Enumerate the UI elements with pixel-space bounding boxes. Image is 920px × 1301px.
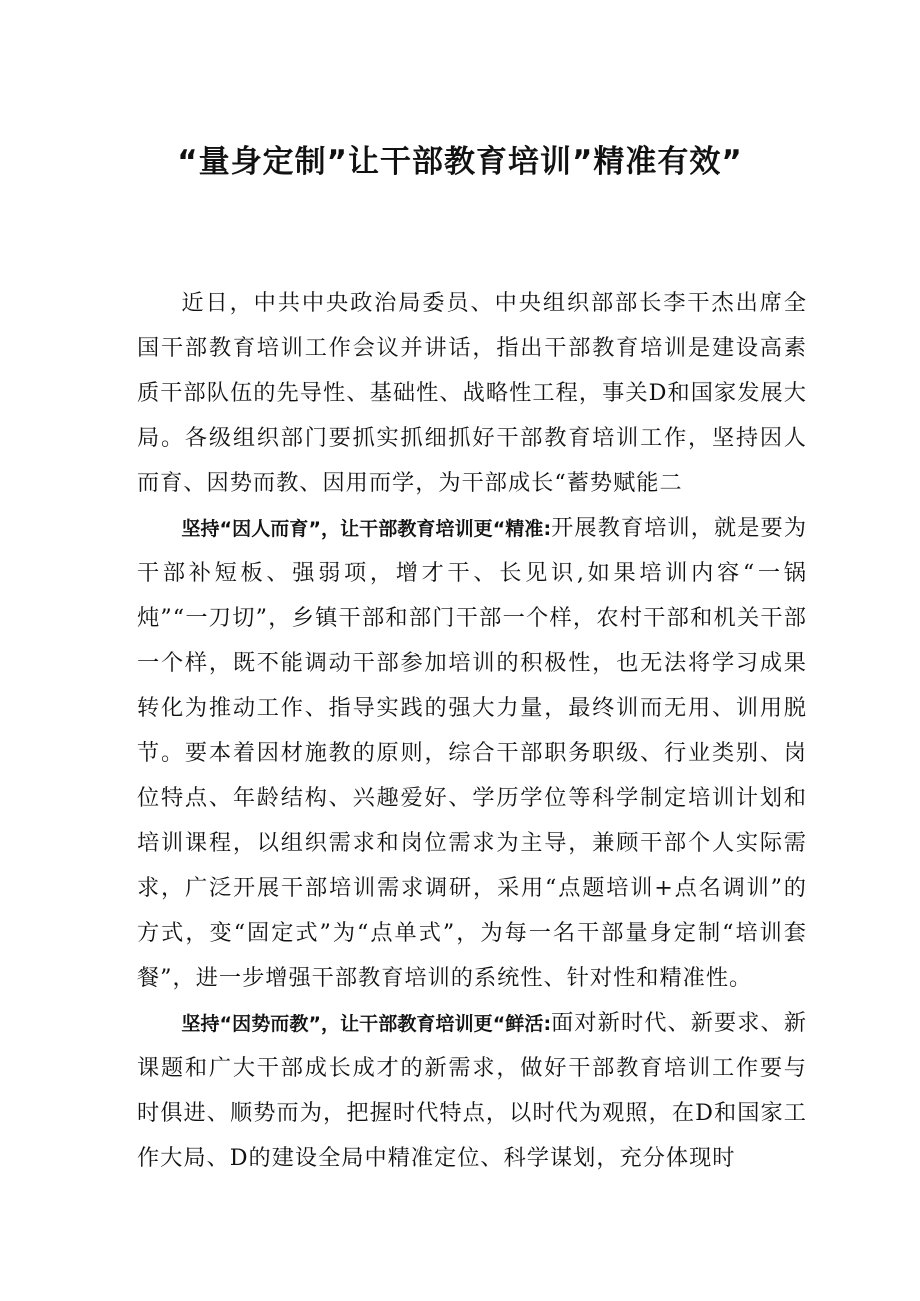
paragraph-intro <box>137 281 807 506</box>
paragraph-text: 开展教育培训，就是要为干部补短板、强弱项，增才干、长见识,如果培训内容“一锅炖”“一刀切”，乡镇干部和部门干部一个样，农村干部和机关干部一个样，既不能调动干部参加培训的积极性，也无法将学习成果转化为推动工作、指导实践的强大力量，最终训而无用、训用脱节。要本着因材施教的原则，综合干部职务职级、行业类别、岗位特点、年龄结构、兴趣爱好、学历学位等科学制定培训计划和培训课程，以组织需求和岗位需求为主导，兼顾干部个人实际需求，广泛开展干部培训需求调研，采用“点题培训+点名调训”的方式，变“固定式”为“点单式”，为每一名干部量身定制“培训套餐”，进一步增强干部教育培训的系统性、针对性和精准性。 <box>137 514 808 991</box>
paragraph-trend <box>137 1001 807 1182</box>
paragraph-lead: 坚持“因势而教”，让干部教育培训更“鲜活: <box>181 1012 552 1035</box>
paragraph-text: 面对新时代、新要求、新课题和广大干部成长成才的新需求，做好干部教育培训工作要与时俱进、顺势而为，把握时代特点，以时代为观照，在D和国家工作大局、D的建设全局中精准定位、科学谋划，充分体现时 <box>137 1009 808 1172</box>
document-title: “量身定制”让干部教育培训”精准有效” <box>177 144 743 180</box>
paragraph-people <box>137 506 807 1001</box>
paragraph-text: 近日，中共中央政治局委员、中央组织部部长李干杰出席全国干部教育培训工作会议并讲话，指出干部教育培训是建设高素质干部队伍的先导性、基础性、战略性工程，事关D和国家发展大局。各级组织部门要抓实抓细抓好干部教育培训工作，坚持因人而育、因势而教、因用而学，为干部成长“蓄势赋能二 <box>137 290 807 496</box>
paragraph-lead: 坚持“因人而育”，让干部教育培训更“精准: <box>181 517 552 540</box>
document-body <box>137 281 807 1181</box>
